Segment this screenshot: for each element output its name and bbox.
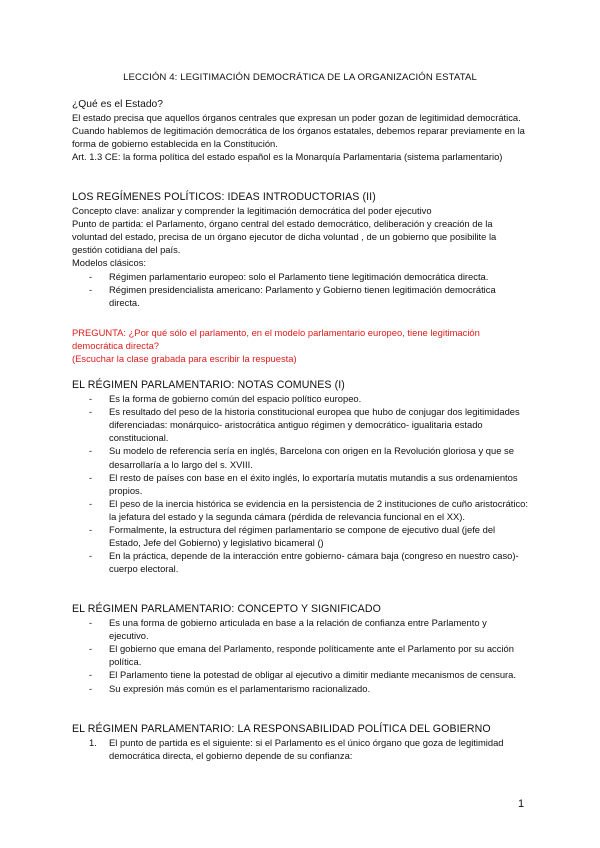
concept-line: Concepto clave: analizar y comprender la legitimación democrática del poder ejecutivo <box>72 205 432 217</box>
list-item: - Régimen parlamentario europeo: solo el Parlamento tiene legitimación democrática directa. <box>72 270 528 283</box>
list-item: - Régimen presidencialista americano: Parlamento y Gobierno tienen legitimación democrática directa. <box>72 283 528 309</box>
section-responsabilidad <box>72 723 528 762</box>
list-item: - Su expresión más común es el parlamentarismo racionalizado. <box>72 682 528 695</box>
list-item <box>72 736 528 762</box>
list-item: - Es resultado del peso de la historia constitucional europea que hubo de conjugar dos legitimidades diferenciadas: monárquico- aristocrática antiguo régimen y democrático- igualitaria estado constitucional. <box>72 405 528 444</box>
section-regimenes <box>72 191 528 309</box>
models-label: Modelos clásicos: <box>72 257 146 269</box>
list-item: - El resto de países con base en el éxito inglés, lo exportaría mutatis mutandis a sus ordenamientos propios. <box>72 471 528 497</box>
page-number: 1 <box>518 798 525 810</box>
question-note: (Escuchar la clase grabada para escribir la respuesta) <box>72 353 297 365</box>
list-item: - El gobierno que emana del Parlamento, responde políticamente ante el Parlamento por su acción política. <box>72 642 528 668</box>
section-heading: LOS REGÍMENES POLÍTICOS: IDEAS INTRODUCTORIAS (II) <box>72 191 376 203</box>
concepto-list <box>72 616 528 695</box>
list-item: - El Parlamento tiene la potestad de obligar al ejecutivo a dimitir mediante mecanismos de censura. <box>72 668 528 681</box>
intro-heading: ¿Qué es el Estado? <box>72 99 164 110</box>
models-list <box>72 270 528 309</box>
question-text: PREGUNTA: ¿Por qué sólo el parlamento, en el modelo parlamentario europeo, tiene legitimación democrática directa? <box>72 327 480 352</box>
list-item: - Es la forma de gobierno común del espacio político europeo. <box>72 392 528 405</box>
lesson-title: LECCIÓN 4: LEGITIMACIÓN DEMOCRÁTICA DE LA ORGANIZACIÓN ESTATAL <box>123 72 477 83</box>
list-item: - Su modelo de referencia sería en inglés, Barcelona con origen en la Revolución gloriosa y que se desarrollaría a lo largo del s. XVIII. <box>72 444 528 470</box>
intro-paragraph: El estado precisa que aquellos órganos centrales que expresan un poder gozan de legitimidad democrática. Cuando hablemos de legitimación democrática de los órganos estatales, debemos reparar previamente en la forma de gobierno establecida en la Constitución. <box>72 112 525 150</box>
responsabilidad-list <box>72 736 528 762</box>
list-number: 1. <box>89 737 97 749</box>
intro-section <box>72 98 528 163</box>
section-notas-comunes <box>72 379 528 575</box>
section-concepto <box>72 603 528 695</box>
section-heading: EL RÉGIMEN PARLAMENTARIO: NOTAS COMUNES (I) <box>72 379 345 391</box>
list-item-text: El punto de partida es el siguiente: si el Parlamento es el único órgano que goza de legitimidad democrática directa, el gobierno depende de su confianza: <box>109 737 504 762</box>
intro-article: Art. 1.3 CE: la forma política del estado español es la Monarquía Parlamentaria (sistema parlamentario) <box>72 151 503 163</box>
question-block <box>72 326 528 365</box>
list-item: - En la práctica, depende de la interacción entre gobierno- cámara baja (congreso en nuestro caso)- cuerpo electoral. <box>72 549 528 575</box>
section-heading: EL RÉGIMEN PARLAMENTARIO: CONCEPTO Y SIGNIFICADO <box>72 603 381 615</box>
section-heading: EL RÉGIMEN PARLAMENTARIO: LA RESPONSABILIDAD POLÍTICA DEL GOBIERNO <box>72 723 491 735</box>
start-paragraph: Punto de partida: el Parlamento, órgano central del estado democrático, deliberación y creación de la voluntad del estado, precisa de un órgano ejecutor de dicha voluntad , de un gobierno que posibilite la gestión cotidiana del país. <box>72 218 497 256</box>
notas-list <box>72 392 528 575</box>
list-item: - El peso de la inercia histórica se evidencia en la persistencia de 2 instituciones de cuño aristocrático: la jefatura del estado y la segunda cámara (pérdida de relevancia funcional en el XX). <box>72 497 528 523</box>
list-item: - Es una forma de gobierno articulada en base a la relación de confianza entre Parlamento y ejecutivo. <box>72 616 528 642</box>
list-item: - Formalmente, la estructura del régimen parlamentario se compone de ejecutivo dual (jefe del Estado, Jefe del Gobierno) y legislativo bicameral () <box>72 523 528 549</box>
